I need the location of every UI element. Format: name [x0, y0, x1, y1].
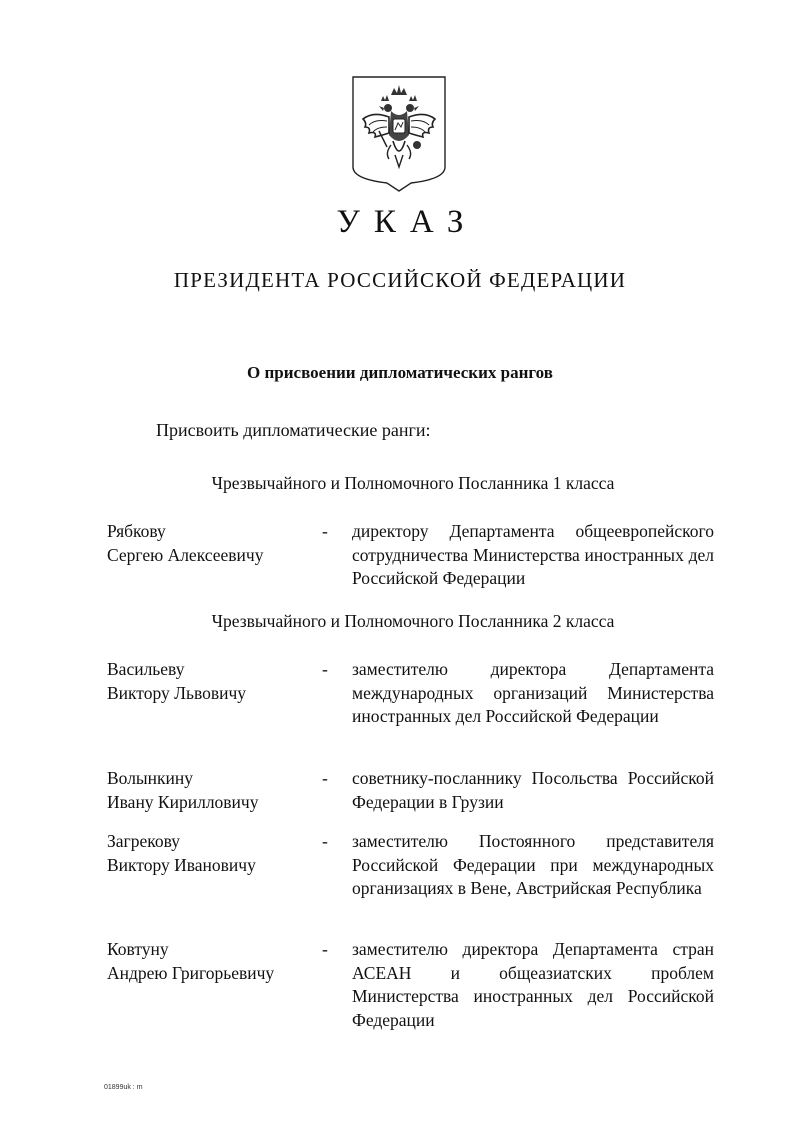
- rank-heading-class-1: Чрезвычайного и Полномочного Посланника 1 класса: [211, 473, 615, 493]
- separator-dash: -: [322, 521, 328, 541]
- person-surname: Ковтуну: [107, 939, 169, 959]
- russian-coat-of-arms-icon: [351, 75, 447, 193]
- person-position: заместителю директора Департамента стран АСЕАН и общеазиатских проблем Министерства иностранных дел Российской Федерации: [352, 939, 714, 1030]
- person-name: [107, 767, 317, 814]
- person-name: [107, 658, 317, 705]
- person-name: [107, 830, 317, 877]
- document-code: 01899uk : m: [104, 1084, 143, 1091]
- separator-dash: -: [322, 939, 328, 959]
- person-given-names: Ивану Кирилловичу: [107, 791, 259, 812]
- separator-dash: -: [322, 831, 328, 851]
- person-position: заместителю директора Департамента международных организаций Министерства иностранных дел Российской Федерации: [352, 659, 714, 726]
- person-position: директору Департамента общеевропейского сотрудничества Министерства иностранных дел Российской Федерации: [352, 521, 714, 588]
- document-issuer: ПРЕЗИДЕНТА РОССИЙСКОЙ ФЕДЕРАЦИИ: [173, 268, 627, 292]
- person-given-names: Андрею Григорьевичу: [107, 962, 275, 983]
- document-title: УКАЗ: [336, 204, 478, 240]
- person-given-names: Виктору Львовичу: [107, 682, 247, 703]
- person-surname: Рябкову: [107, 521, 166, 541]
- person-surname: Васильеву: [107, 659, 185, 679]
- person-surname: Загрекову: [107, 831, 181, 851]
- person-name: [107, 938, 317, 985]
- person-surname: Волынкину: [107, 768, 194, 788]
- rank-heading-class-2: Чрезвычайного и Полномочного Посланника 2 класса: [211, 611, 615, 631]
- person-position: заместителю Постоянного представителя Российской Федерации при международных организациях в Вене, Австрийская Республика: [352, 831, 714, 898]
- person-given-names: Сергею Алексеевичу: [107, 544, 264, 565]
- intro-paragraph: Присвоить дипломатические ранги:: [156, 420, 431, 440]
- document-subject: О присвоении дипломатических рангов: [247, 363, 553, 382]
- person-position: советнику-посланнику Посольства Российской Федерации в Грузии: [352, 768, 714, 812]
- person-given-names: Виктору Ивановичу: [107, 854, 256, 875]
- person-name: [107, 520, 317, 567]
- separator-dash: -: [322, 768, 328, 788]
- separator-dash: -: [322, 659, 328, 679]
